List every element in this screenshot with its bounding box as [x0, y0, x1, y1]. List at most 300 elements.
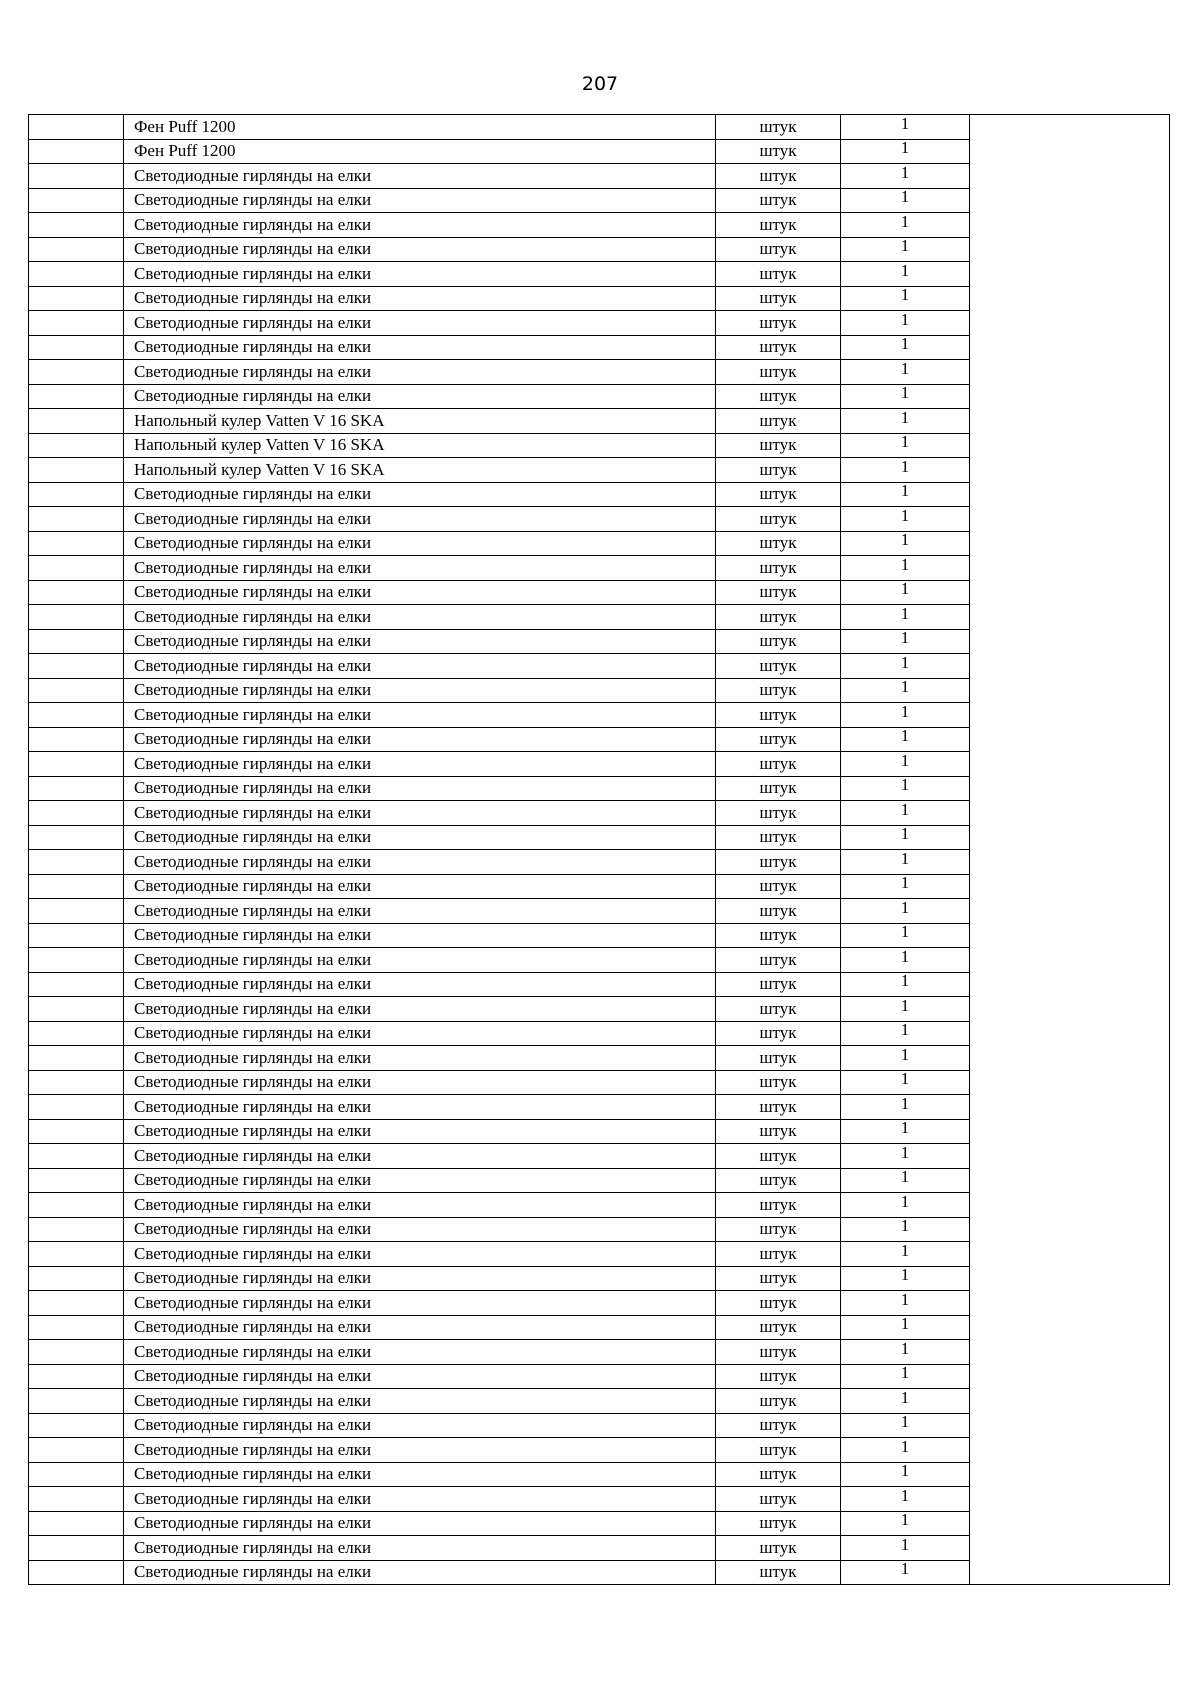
- quantity-cell: [841, 850, 970, 875]
- item-name-cell: Напольный кулер Vatten V 16 SKA: [124, 433, 716, 458]
- quantity-value: 1: [900, 1511, 910, 1530]
- unit-cell: штук: [716, 727, 841, 752]
- quantity-cell: [841, 1560, 970, 1585]
- quantity-cell: [841, 1487, 970, 1512]
- item-name-cell: Светодиодные гирлянды на елки: [124, 1487, 716, 1512]
- quantity-value: 1: [900, 286, 910, 305]
- row-number-cell: [29, 482, 124, 507]
- quantity-value: 1: [900, 751, 910, 770]
- unit-cell: штук: [716, 213, 841, 238]
- unit-cell: штук: [716, 703, 841, 728]
- unit-cell: штук: [716, 1144, 841, 1169]
- row-number-cell: [29, 262, 124, 287]
- quantity-cell: [841, 1193, 970, 1218]
- row-number-cell: [29, 629, 124, 654]
- row-number-cell: [29, 139, 124, 164]
- quantity-cell: [841, 727, 970, 752]
- row-number-cell: [29, 997, 124, 1022]
- unit-cell: штук: [716, 1217, 841, 1242]
- quantity-value: 1: [900, 139, 910, 158]
- quantity-value: 1: [900, 1119, 910, 1138]
- page-number: 207: [581, 73, 619, 95]
- row-number-cell: [29, 776, 124, 801]
- quantity-value: 1: [900, 1560, 910, 1579]
- quantity-cell: [841, 1315, 970, 1340]
- row-number-cell: [29, 433, 124, 458]
- quantity-cell: [841, 997, 970, 1022]
- quantity-value: 1: [900, 800, 910, 819]
- item-name-cell: Светодиодные гирлянды на елки: [124, 335, 716, 360]
- quantity-value: 1: [900, 1045, 910, 1064]
- item-name-cell: Светодиодные гирлянды на елки: [124, 286, 716, 311]
- item-name-cell: Светодиодные гирлянды на елки: [124, 899, 716, 924]
- item-name-cell: Светодиодные гирлянды на елки: [124, 1242, 716, 1267]
- unit-cell: штук: [716, 752, 841, 777]
- item-name-cell: Светодиодные гирлянды на елки: [124, 1217, 716, 1242]
- quantity-value: 1: [900, 1315, 910, 1334]
- item-name-cell: Напольный кулер Vatten V 16 SKA: [124, 409, 716, 434]
- unit-cell: штук: [716, 1021, 841, 1046]
- item-name-cell: Светодиодные гирлянды на елки: [124, 727, 716, 752]
- row-number-cell: [29, 703, 124, 728]
- quantity-cell: [841, 286, 970, 311]
- unit-cell: штук: [716, 1266, 841, 1291]
- item-name-cell: Светодиодные гирлянды на елки: [124, 507, 716, 532]
- quantity-cell: [841, 507, 970, 532]
- unit-cell: штук: [716, 580, 841, 605]
- quantity-cell: [841, 531, 970, 556]
- quantity-cell: [841, 262, 970, 287]
- quantity-value: 1: [900, 678, 910, 697]
- quantity-value: 1: [900, 1168, 910, 1187]
- inventory-table: [28, 114, 1170, 1585]
- item-name-cell: Светодиодные гирлянды на елки: [124, 1144, 716, 1169]
- row-number-cell: [29, 727, 124, 752]
- item-name-cell: Светодиодные гирлянды на елки: [124, 605, 716, 630]
- item-name-cell: Светодиодные гирлянды на елки: [124, 1364, 716, 1389]
- row-number-cell: [29, 507, 124, 532]
- unit-cell: штук: [716, 923, 841, 948]
- quantity-cell: [841, 360, 970, 385]
- item-name-cell: Фен Puff 1200: [124, 115, 716, 140]
- row-number-cell: [29, 752, 124, 777]
- unit-cell: штук: [716, 1364, 841, 1389]
- item-name-cell: Светодиодные гирлянды на елки: [124, 678, 716, 703]
- quantity-cell: [841, 115, 970, 140]
- item-name-cell: Светодиодные гирлянды на елки: [124, 1095, 716, 1120]
- row-number-cell: [29, 188, 124, 213]
- row-number-cell: [29, 654, 124, 679]
- row-number-cell: [29, 286, 124, 311]
- row-number-cell: [29, 923, 124, 948]
- quantity-cell: [841, 1413, 970, 1438]
- quantity-cell: [841, 580, 970, 605]
- quantity-cell: [841, 1536, 970, 1561]
- item-name-cell: Светодиодные гирлянды на елки: [124, 923, 716, 948]
- quantity-cell: [841, 703, 970, 728]
- item-name-cell: Светодиодные гирлянды на елки: [124, 1193, 716, 1218]
- quantity-cell: [841, 972, 970, 997]
- quantity-value: 1: [900, 947, 910, 966]
- unit-cell: штук: [716, 605, 841, 630]
- row-number-cell: [29, 360, 124, 385]
- row-number-cell: [29, 1119, 124, 1144]
- quantity-value: 1: [900, 1535, 910, 1554]
- quantity-cell: [841, 899, 970, 924]
- quantity-value: 1: [900, 310, 910, 329]
- quantity-cell: [841, 1511, 970, 1536]
- item-name-cell: Напольный кулер Vatten V 16 SKA: [124, 458, 716, 483]
- quantity-value: 1: [900, 604, 910, 623]
- quantity-value: 1: [900, 1217, 910, 1236]
- item-name-cell: Светодиодные гирлянды на елки: [124, 580, 716, 605]
- quantity-value: 1: [900, 261, 910, 280]
- unit-cell: штук: [716, 1242, 841, 1267]
- quantity-value: 1: [900, 776, 910, 795]
- row-number-cell: [29, 335, 124, 360]
- unit-cell: штук: [716, 556, 841, 581]
- quantity-cell: [841, 1217, 970, 1242]
- unit-cell: штук: [716, 1291, 841, 1316]
- unit-cell: штук: [716, 237, 841, 262]
- quantity-cell: [841, 458, 970, 483]
- unit-cell: штук: [716, 1315, 841, 1340]
- row-number-cell: [29, 1487, 124, 1512]
- quantity-value: 1: [900, 359, 910, 378]
- quantity-value: 1: [900, 237, 910, 256]
- item-name-cell: Светодиодные гирлянды на елки: [124, 654, 716, 679]
- quantity-cell: [841, 164, 970, 189]
- quantity-value: 1: [900, 898, 910, 917]
- quantity-cell: [841, 605, 970, 630]
- row-number-cell: [29, 825, 124, 850]
- row-number-cell: [29, 1217, 124, 1242]
- unit-cell: штук: [716, 1046, 841, 1071]
- item-name-cell: Светодиодные гирлянды на елки: [124, 237, 716, 262]
- quantity-value: 1: [900, 972, 910, 991]
- item-name-cell: Светодиодные гирлянды на елки: [124, 1560, 716, 1585]
- quantity-cell: [841, 433, 970, 458]
- quantity-cell: [841, 654, 970, 679]
- table-row: [29, 115, 1170, 140]
- quantity-value: 1: [900, 1266, 910, 1285]
- unit-cell: штук: [716, 1389, 841, 1414]
- quantity-cell: [841, 311, 970, 336]
- row-number-cell: [29, 1070, 124, 1095]
- quantity-cell: [841, 801, 970, 826]
- quantity-value: 1: [900, 335, 910, 354]
- item-name-cell: Светодиодные гирлянды на елки: [124, 1021, 716, 1046]
- quantity-cell: [841, 1242, 970, 1267]
- unit-cell: штук: [716, 1193, 841, 1218]
- row-number-cell: [29, 237, 124, 262]
- item-name-cell: Светодиодные гирлянды на елки: [124, 1536, 716, 1561]
- quantity-cell: [841, 1168, 970, 1193]
- item-name-cell: Светодиодные гирлянды на елки: [124, 1340, 716, 1365]
- unit-cell: штук: [716, 164, 841, 189]
- quantity-cell: [841, 678, 970, 703]
- quantity-cell: [841, 213, 970, 238]
- quantity-cell: [841, 825, 970, 850]
- quantity-value: 1: [900, 212, 910, 231]
- quantity-value: 1: [900, 874, 910, 893]
- quantity-value: 1: [900, 1241, 910, 1260]
- unit-cell: штук: [716, 654, 841, 679]
- item-name-cell: Светодиодные гирлянды на елки: [124, 164, 716, 189]
- quantity-value: 1: [900, 1388, 910, 1407]
- item-name-cell: Светодиодные гирлянды на елки: [124, 213, 716, 238]
- quantity-value: 1: [900, 433, 910, 452]
- row-number-cell: [29, 1511, 124, 1536]
- row-number-cell: [29, 850, 124, 875]
- row-number-cell: [29, 1364, 124, 1389]
- quantity-cell: [841, 1119, 970, 1144]
- unit-cell: штук: [716, 776, 841, 801]
- item-name-cell: Светодиодные гирлянды на елки: [124, 850, 716, 875]
- unit-cell: штук: [716, 188, 841, 213]
- quantity-cell: [841, 948, 970, 973]
- quantity-value: 1: [900, 825, 910, 844]
- quantity-value: 1: [900, 629, 910, 648]
- quantity-cell: [841, 1462, 970, 1487]
- quantity-value: 1: [900, 1143, 910, 1162]
- unit-cell: штук: [716, 115, 841, 140]
- quantity-cell: [841, 237, 970, 262]
- item-name-cell: Светодиодные гирлянды на елки: [124, 1438, 716, 1463]
- quantity-value: 1: [900, 114, 910, 133]
- unit-cell: штук: [716, 1413, 841, 1438]
- unit-cell: штук: [716, 1511, 841, 1536]
- row-number-cell: [29, 1389, 124, 1414]
- unit-cell: штук: [716, 458, 841, 483]
- item-name-cell: Светодиодные гирлянды на елки: [124, 1070, 716, 1095]
- row-number-cell: [29, 384, 124, 409]
- quantity-cell: [841, 188, 970, 213]
- unit-cell: штук: [716, 286, 841, 311]
- quantity-value: 1: [900, 555, 910, 574]
- quantity-cell: [841, 874, 970, 899]
- quantity-cell: [841, 1021, 970, 1046]
- row-number-cell: [29, 1413, 124, 1438]
- quantity-value: 1: [900, 653, 910, 672]
- item-name-cell: Светодиодные гирлянды на елки: [124, 776, 716, 801]
- quantity-value: 1: [900, 506, 910, 525]
- unit-cell: штук: [716, 433, 841, 458]
- quantity-value: 1: [900, 849, 910, 868]
- quantity-value: 1: [900, 702, 910, 721]
- item-name-cell: Светодиодные гирлянды на елки: [124, 262, 716, 287]
- item-name-cell: Светодиодные гирлянды на елки: [124, 1315, 716, 1340]
- quantity-value: 1: [900, 1486, 910, 1505]
- unit-cell: штук: [716, 801, 841, 826]
- quantity-cell: [841, 335, 970, 360]
- unit-cell: штук: [716, 139, 841, 164]
- quantity-cell: [841, 1046, 970, 1071]
- row-number-cell: [29, 1438, 124, 1463]
- unit-cell: штук: [716, 874, 841, 899]
- row-number-cell: [29, 1266, 124, 1291]
- item-name-cell: Светодиодные гирлянды на елки: [124, 1389, 716, 1414]
- row-number-cell: [29, 1291, 124, 1316]
- unit-cell: штук: [716, 850, 841, 875]
- unit-cell: штук: [716, 360, 841, 385]
- quantity-value: 1: [900, 1413, 910, 1432]
- row-number-cell: [29, 948, 124, 973]
- quantity-value: 1: [900, 727, 910, 746]
- row-number-cell: [29, 556, 124, 581]
- unit-cell: штук: [716, 311, 841, 336]
- inventory-table-body: [29, 115, 1170, 1585]
- unit-cell: штук: [716, 1536, 841, 1561]
- unit-cell: штук: [716, 1070, 841, 1095]
- unit-cell: штук: [716, 335, 841, 360]
- item-name-cell: Светодиодные гирлянды на елки: [124, 972, 716, 997]
- note-cell: [970, 115, 1170, 1585]
- quantity-value: 1: [900, 1364, 910, 1383]
- quantity-value: 1: [900, 384, 910, 403]
- quantity-value: 1: [900, 1339, 910, 1358]
- row-number-cell: [29, 580, 124, 605]
- item-name-cell: Светодиодные гирлянды на елки: [124, 801, 716, 826]
- quantity-value: 1: [900, 1437, 910, 1456]
- quantity-value: 1: [900, 163, 910, 182]
- unit-cell: штук: [716, 482, 841, 507]
- quantity-cell: [841, 482, 970, 507]
- item-name-cell: Светодиодные гирлянды на елки: [124, 1413, 716, 1438]
- unit-cell: штук: [716, 1095, 841, 1120]
- row-number-cell: [29, 801, 124, 826]
- row-number-cell: [29, 1242, 124, 1267]
- unit-cell: штук: [716, 1487, 841, 1512]
- quantity-value: 1: [900, 457, 910, 476]
- row-number-cell: [29, 1021, 124, 1046]
- unit-cell: штук: [716, 384, 841, 409]
- unit-cell: штук: [716, 1340, 841, 1365]
- item-name-cell: Светодиодные гирлянды на елки: [124, 825, 716, 850]
- item-name-cell: Светодиодные гирлянды на елки: [124, 556, 716, 581]
- quantity-cell: [841, 629, 970, 654]
- quantity-cell: [841, 776, 970, 801]
- quantity-value: 1: [900, 923, 910, 942]
- row-number-cell: [29, 1168, 124, 1193]
- quantity-cell: [841, 1438, 970, 1463]
- quantity-cell: [841, 1144, 970, 1169]
- unit-cell: штук: [716, 1119, 841, 1144]
- item-name-cell: Светодиодные гирлянды на елки: [124, 1046, 716, 1071]
- item-name-cell: Светодиодные гирлянды на елки: [124, 874, 716, 899]
- item-name-cell: Светодиодные гирлянды на елки: [124, 1168, 716, 1193]
- unit-cell: штук: [716, 1168, 841, 1193]
- item-name-cell: Светодиодные гирлянды на елки: [124, 482, 716, 507]
- item-name-cell: Светодиодные гирлянды на елки: [124, 1119, 716, 1144]
- item-name-cell: Светодиодные гирлянды на елки: [124, 752, 716, 777]
- row-number-cell: [29, 531, 124, 556]
- quantity-cell: [841, 384, 970, 409]
- quantity-cell: [841, 409, 970, 434]
- unit-cell: штук: [716, 997, 841, 1022]
- quantity-value: 1: [900, 1462, 910, 1481]
- quantity-cell: [841, 1070, 970, 1095]
- quantity-value: 1: [900, 580, 910, 599]
- row-number-cell: [29, 972, 124, 997]
- row-number-cell: [29, 311, 124, 336]
- unit-cell: штук: [716, 409, 841, 434]
- item-name-cell: Фен Puff 1200: [124, 139, 716, 164]
- quantity-value: 1: [900, 1021, 910, 1040]
- quantity-cell: [841, 923, 970, 948]
- item-name-cell: Светодиодные гирлянды на елки: [124, 1291, 716, 1316]
- quantity-cell: [841, 1291, 970, 1316]
- row-number-cell: [29, 1095, 124, 1120]
- unit-cell: штук: [716, 678, 841, 703]
- row-number-cell: [29, 899, 124, 924]
- quantity-cell: [841, 139, 970, 164]
- item-name-cell: Светодиодные гирлянды на елки: [124, 188, 716, 213]
- quantity-value: 1: [900, 1070, 910, 1089]
- quantity-value: 1: [900, 996, 910, 1015]
- quantity-cell: [841, 752, 970, 777]
- unit-cell: штук: [716, 948, 841, 973]
- unit-cell: штук: [716, 629, 841, 654]
- row-number-cell: [29, 678, 124, 703]
- unit-cell: штук: [716, 1462, 841, 1487]
- quantity-value: 1: [900, 531, 910, 550]
- row-number-cell: [29, 164, 124, 189]
- item-name-cell: Светодиодные гирлянды на елки: [124, 1266, 716, 1291]
- row-number-cell: [29, 1560, 124, 1585]
- unit-cell: штук: [716, 1438, 841, 1463]
- quantity-cell: [841, 1389, 970, 1414]
- row-number-cell: [29, 1536, 124, 1561]
- unit-cell: штук: [716, 899, 841, 924]
- quantity-value: 1: [900, 408, 910, 427]
- item-name-cell: Светодиодные гирлянды на елки: [124, 384, 716, 409]
- quantity-cell: [841, 1095, 970, 1120]
- item-name-cell: Светодиодные гирлянды на елки: [124, 1511, 716, 1536]
- unit-cell: штук: [716, 507, 841, 532]
- row-number-cell: [29, 1046, 124, 1071]
- row-number-cell: [29, 1144, 124, 1169]
- row-number-cell: [29, 1462, 124, 1487]
- unit-cell: штук: [716, 531, 841, 556]
- row-number-cell: [29, 874, 124, 899]
- quantity-value: 1: [900, 482, 910, 501]
- quantity-value: 1: [900, 188, 910, 207]
- unit-cell: штук: [716, 972, 841, 997]
- quantity-cell: [841, 1340, 970, 1365]
- row-number-cell: [29, 605, 124, 630]
- item-name-cell: Светодиодные гирлянды на елки: [124, 531, 716, 556]
- row-number-cell: [29, 1315, 124, 1340]
- row-number-cell: [29, 115, 124, 140]
- unit-cell: штук: [716, 825, 841, 850]
- quantity-cell: [841, 1364, 970, 1389]
- quantity-value: 1: [900, 1192, 910, 1211]
- unit-cell: штук: [716, 1560, 841, 1585]
- unit-cell: штук: [716, 262, 841, 287]
- item-name-cell: Светодиодные гирлянды на елки: [124, 311, 716, 336]
- row-number-cell: [29, 213, 124, 238]
- item-name-cell: Светодиодные гирлянды на елки: [124, 703, 716, 728]
- item-name-cell: Светодиодные гирлянды на елки: [124, 997, 716, 1022]
- row-number-cell: [29, 1340, 124, 1365]
- row-number-cell: [29, 1193, 124, 1218]
- quantity-value: 1: [900, 1290, 910, 1309]
- item-name-cell: Светодиодные гирлянды на елки: [124, 629, 716, 654]
- item-name-cell: Светодиодные гирлянды на елки: [124, 948, 716, 973]
- item-name-cell: Светодиодные гирлянды на елки: [124, 1462, 716, 1487]
- quantity-cell: [841, 1266, 970, 1291]
